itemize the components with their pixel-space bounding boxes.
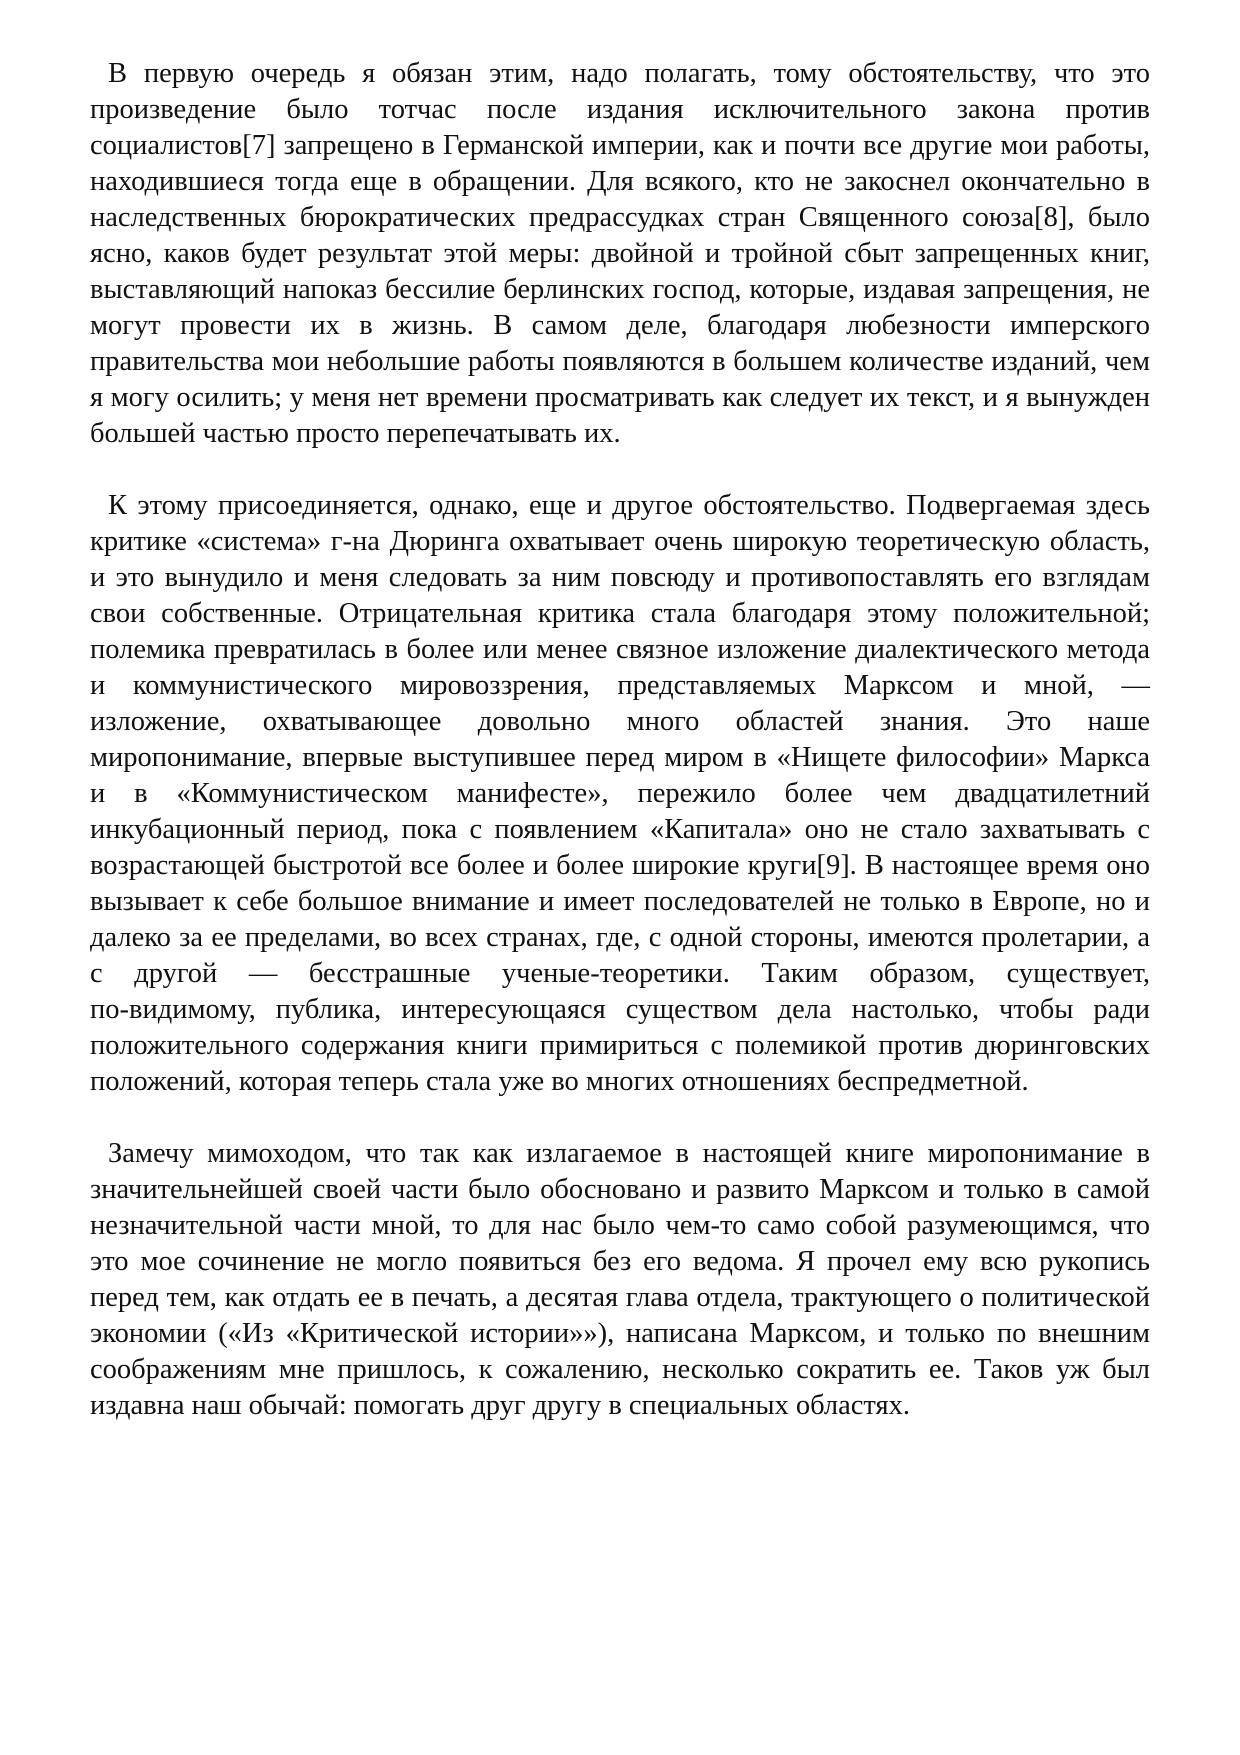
paragraph-3: Замечу мимоходом, что так как излагаемое в настоящей книге миропонимание в значительнейшей своей части было обосновано и развито Марксом и только в самой незначительной части мной, то для нас было чем‑то само собой разумеющимся, что это мое сочинение не могло появиться без его ведома. Я прочел ему всю рукопись перед тем, как отдать ее в печать, а десятая глава отдела, трактующего о политической экономии («Из «Критической истории»»), написана Марксом, и только по внешним соображениям мне пришлось, к сожалению, несколько сократить ее. Таков уж был издавна наш обычай: помогать друг другу в специальных областях. <box>90 1138 1150 1421</box>
document-page <box>90 56 1150 1460</box>
paragraph-2: К этому присоединяется, однако, еще и другое обстоятельство. Подвергаемая здесь критике «система» г‑на Дюринга охватывает очень широкую теоретическую область, и это вынудило и меня следовать за ним повсюду и противопоставлять его взглядам свои собственные. Отрицательная критика стала благодаря этому положительной; полемика превратилась в более или менее связное изложение диалектического метода и коммунистического мировоззрения, представляемых Марксом и мной, — изложение, охватывающее довольно много областей знания. Это наше миропонимание, впервые выступившее перед миром в «Нищете философии» Маркса и в «Коммунистическом манифесте», пережило более чем двадцатилетний инкубационный период, пока с появлением «Капитала» оно не стало захватывать с возрастающей быстротой все более и более широкие круги[9]. В настоящее время оно вызывает к себе большое внимание и имеет последователей не только в Европе, но и далеко за ее пределами, во всех странах, где, с одной стороны, имеются пролетарии, а с другой — бесстрашные ученые‑теоретики. Таким образом, существует, по‑видимому, публика, интересующаяся существом дела настолько, чтобы ради положительного содержания книги примириться с полемикой против дюринговских положений, которая теперь стала уже во многих отношениях беспредметной. <box>90 490 1150 1097</box>
paragraph-1: В первую очередь я обязан этим, надо полагать, тому обстоятельству, что это произведение было тотчас после издания исключительного закона против социалистов[7] запрещено в Германской империи, как и почти все другие мои работы, находившиеся тогда еще в обращении. Для всякого, кто не закоснел окончательно в наследственных бюрократических предрассудках стран Священного союза[8], было ясно, каков будет результат этой меры: двойной и тройной сбыт запрещенных книг, выставляющий напоказ бессилие берлинских господ, которые, издавая запрещения, не могут провести их в жизнь. В самом деле, благодаря любезности имперского правительства мои небольшие работы появляются в большем количестве изданий, чем я могу осилить; у меня нет времени просматривать как следует их текст, и я вынужден большей частью просто перепечатывать их. <box>90 58 1150 449</box>
